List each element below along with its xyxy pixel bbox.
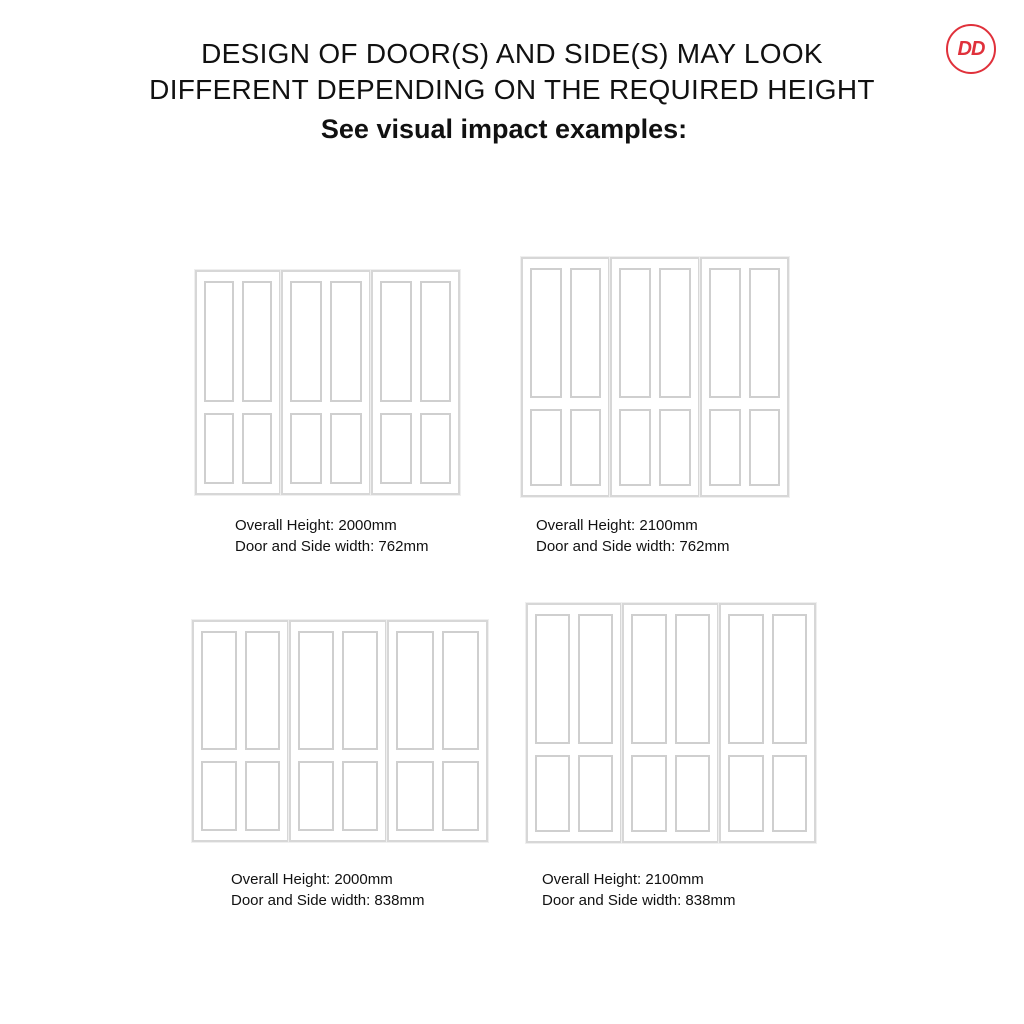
subtitle: See visual impact examples: (320, 114, 688, 144)
door-set-example-3 (192, 620, 488, 842)
door-leaf (610, 257, 700, 497)
glass-pane (675, 614, 711, 744)
glass-pane (728, 755, 764, 832)
door-side-width-label: Door and Side width: 762mm (536, 538, 730, 555)
glass-pane (204, 413, 234, 484)
glass-pane (675, 755, 711, 832)
headline-line-1: DESIGN OF DOOR(S) AND SIDE(S) MAY LOOK (201, 38, 823, 69)
door-set-example-4 (526, 603, 816, 843)
door-leaf (195, 270, 281, 495)
glass-pane (201, 631, 237, 750)
glass-pane (772, 614, 808, 744)
glass-pane (631, 755, 667, 832)
caption-example-4 (542, 869, 735, 911)
side-leaf (371, 270, 460, 495)
caption-example-1 (235, 515, 428, 557)
door-side-width-label: Door and Side width: 838mm (231, 892, 425, 909)
glass-pane (342, 631, 378, 750)
glass-pane (530, 268, 562, 398)
glass-pane (420, 281, 452, 402)
glass-pane (380, 281, 412, 402)
glass-pane (749, 268, 781, 398)
headline-line-2: DIFFERENT DEPENDING ON THE REQUIRED HEIGHT (149, 74, 875, 105)
caption-example-2 (536, 515, 729, 557)
glass-pane (535, 755, 570, 832)
glass-pane (749, 409, 781, 486)
glass-pane (578, 614, 613, 744)
glass-pane (442, 761, 480, 831)
glass-pane (298, 761, 334, 831)
glass-pane (396, 761, 434, 831)
glass-pane (242, 413, 272, 484)
door-leaf (526, 603, 622, 843)
door-side-width-label: Door and Side width: 838mm (542, 892, 736, 909)
door-side-width-label: Door and Side width: 762mm (235, 538, 429, 555)
glass-pane (290, 413, 322, 484)
brand-logo (946, 24, 996, 74)
glass-pane (659, 268, 691, 398)
glass-pane (570, 268, 602, 398)
door-leaf (281, 270, 371, 495)
glass-pane (330, 413, 362, 484)
side-leaf (719, 603, 816, 843)
glass-pane (420, 413, 452, 484)
glass-pane (772, 755, 808, 832)
glass-pane (619, 268, 651, 398)
overall-height-label: Overall Height: 2000mm (231, 871, 393, 888)
door-leaf (289, 620, 387, 842)
glass-pane (396, 631, 434, 750)
glass-pane (342, 761, 378, 831)
glass-pane (570, 409, 602, 486)
overall-height-label: Overall Height: 2100mm (536, 517, 698, 534)
glass-pane (298, 631, 334, 750)
glass-pane (330, 281, 362, 402)
glass-pane (242, 281, 272, 402)
overall-height-label: Overall Height: 2100mm (542, 871, 704, 888)
glass-pane (442, 631, 480, 750)
caption-example-3 (231, 869, 424, 911)
door-leaf (521, 257, 610, 497)
glass-pane (245, 631, 281, 750)
glass-pane (659, 409, 691, 486)
glass-pane (530, 409, 562, 486)
glass-pane (631, 614, 667, 744)
door-leaf (622, 603, 719, 843)
glass-pane (535, 614, 570, 744)
glass-pane (245, 761, 281, 831)
glass-pane (204, 281, 234, 402)
glass-pane (728, 614, 764, 744)
side-leaf (387, 620, 488, 842)
door-set-example-2 (521, 257, 789, 497)
brand-logo-text: DD (957, 37, 985, 60)
glass-pane (201, 761, 237, 831)
glass-pane (290, 281, 322, 402)
glass-pane (619, 409, 651, 486)
glass-pane (578, 755, 613, 832)
glass-pane (709, 268, 741, 398)
door-set-example-1 (195, 270, 460, 495)
glass-pane (380, 413, 412, 484)
glass-pane (709, 409, 741, 486)
door-leaf (192, 620, 289, 842)
side-leaf (700, 257, 789, 497)
overall-height-label: Overall Height: 2000mm (235, 517, 397, 534)
